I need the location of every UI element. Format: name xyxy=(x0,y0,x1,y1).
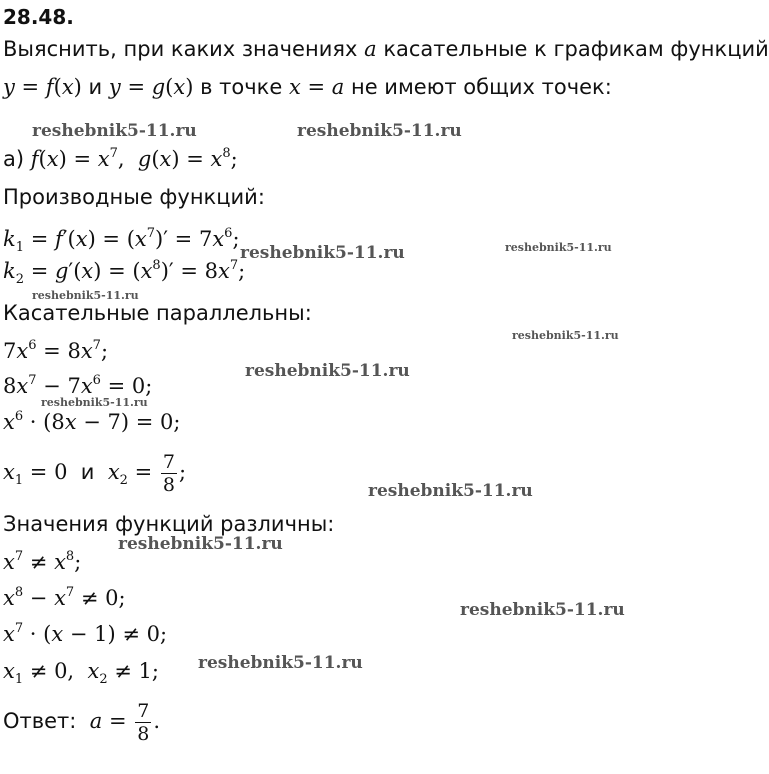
fraction-seven-eighths: $\frac{7}{8}$ xyxy=(162,450,175,496)
watermark: reshebnik5-11.ru xyxy=(198,653,363,673)
answer-line: Ответ: a = $\frac{7}{8}$ . xyxy=(3,699,160,745)
watermark: reshebnik5-11.ru xyxy=(505,241,612,254)
eq-values-4: $x_1 \ne 0$, $x_2 \ne 1$; xyxy=(3,659,159,687)
watermark: reshebnik5-11.ru xyxy=(240,243,405,263)
part-a-functions: а) $f(x) = x^7$, $g(x) = x^8$; xyxy=(3,146,238,171)
answer-fraction: $\frac{7}{8}$ xyxy=(137,699,150,745)
watermark: reshebnik5-11.ru xyxy=(512,329,619,342)
problem-number: 28.48. xyxy=(3,5,74,29)
watermark: reshebnik5-11.ru xyxy=(460,600,625,620)
roots-line: $x_1 = 0$ и $x_2$ = $\frac{7}{8}$ ; xyxy=(3,450,187,496)
watermark: reshebnik5-11.ru xyxy=(118,534,283,554)
statement-line-2: y = f(x) и y = g(x) в точке x = a не имеют общих точек: xyxy=(3,75,612,99)
statement-line-1: Выяснить, при каких значениях a касательные к графикам функций xyxy=(3,37,769,61)
eq-values-1: $x^7 \ne x^8$; xyxy=(3,549,82,574)
watermark: reshebnik5-11.ru xyxy=(41,396,148,409)
parallel-heading: Касательные параллельны: xyxy=(3,301,312,325)
watermark: reshebnik5-11.ru xyxy=(245,361,410,381)
watermark: reshebnik5-11.ru xyxy=(368,481,533,501)
eq-parallel-1: $7x^6 = 8x^7$; xyxy=(3,338,109,363)
eq-values-2: $x^8 - x^7 \ne 0$; xyxy=(3,585,126,610)
watermark: reshebnik5-11.ru xyxy=(32,121,197,141)
eq-parallel-3: $x^6 \cdot (8x - 7) = 0$; xyxy=(3,409,181,434)
k2-equation: $k_2 = g'(x) = (x^8)' = 8x^7$; xyxy=(3,258,246,287)
eq-values-3: $x^7 \cdot (x - 1) \ne 0$; xyxy=(3,621,168,646)
k1-equation: $k_1 = f'(x) = (x^7)' = 7x^6$; xyxy=(3,226,240,255)
eq-parallel-2: $8x^7 - 7x^6 = 0$; xyxy=(3,373,153,398)
watermark: reshebnik5-11.ru xyxy=(297,121,462,141)
watermark: reshebnik5-11.ru xyxy=(32,289,139,302)
derivatives-heading: Производные функций: xyxy=(3,185,265,209)
values-heading: Значения функций различны: xyxy=(3,512,335,536)
